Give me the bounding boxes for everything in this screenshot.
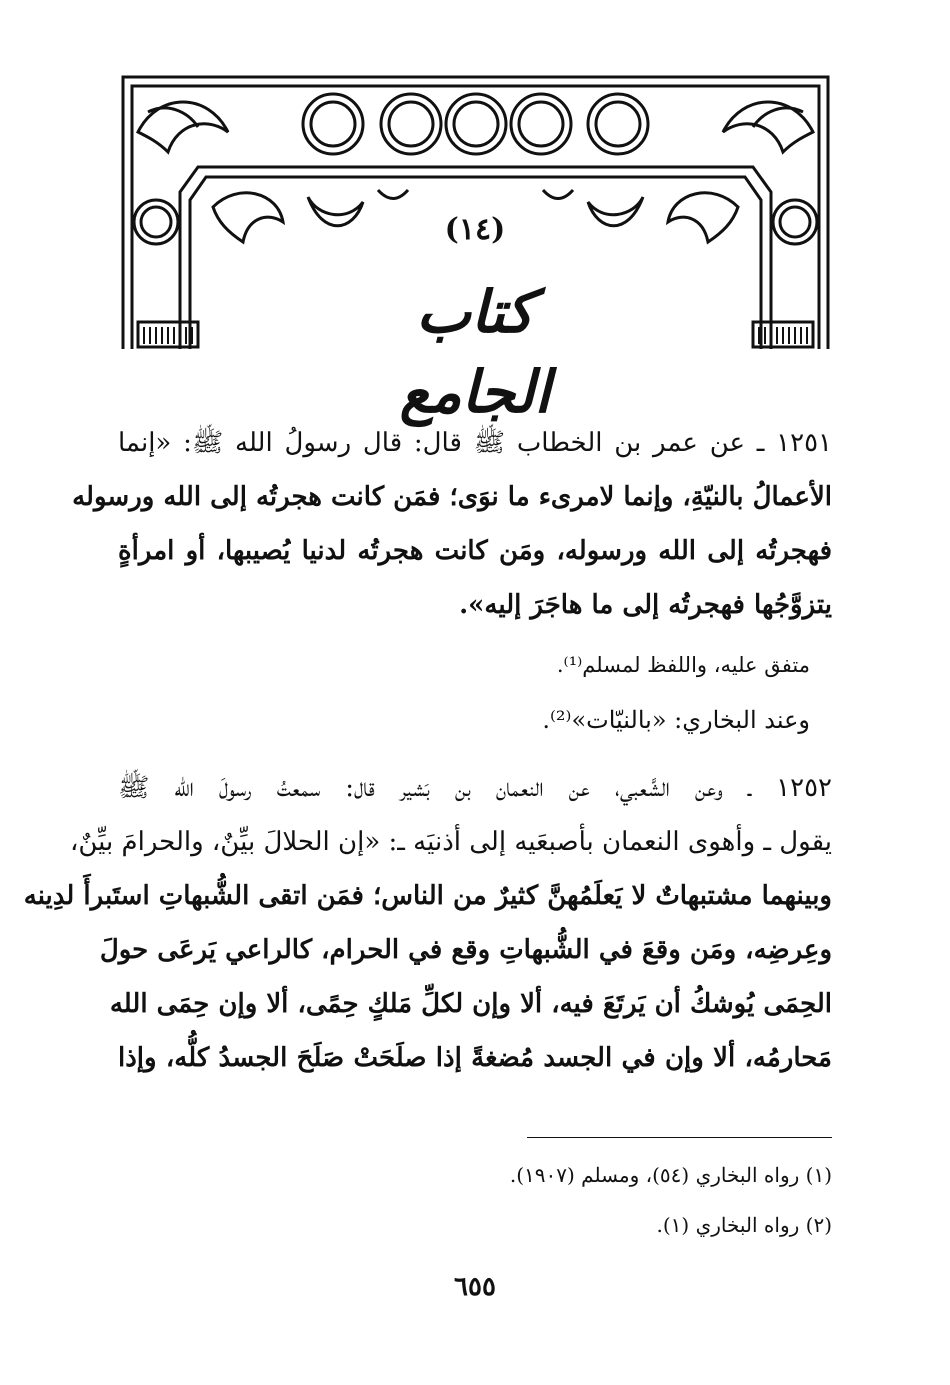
hadith-1251-line-4: يتزوَّجُها فهجرتُه إلى ما هاجَرَ إليه». xyxy=(459,590,832,620)
chapter-number: (١٤) xyxy=(444,212,506,247)
hadith-1251-source-note: متفق عليه، واللفظ لمسلم⁽¹⁾. xyxy=(556,653,810,677)
hadith-1251-line-2: الأعمالُ بالنيّةِ، وإنما لامرىء ما نوَى؛ فمَن كانت هجرتُه إلى الله ورسوله xyxy=(72,482,832,512)
hadith-1252-line-5: الحِمَى يُوشكُ أن يَرتَعَ فيه، ألا وإن لكلِّ مَلكٍ حِمًى، ألا وإن حِمَى الله xyxy=(109,989,832,1019)
hadith-1252-line-2: يقول ـ وأهوى النعمان بأصبعَيه إلى أذنيَه ـ: «إن الحلالَ بيِّنٌ، والحرامَ بيِّنٌ، xyxy=(69,827,832,857)
page-number: ٦٥٥ xyxy=(454,1272,496,1302)
footnote-2: (٢) رواه البخاري (١). xyxy=(656,1213,832,1237)
hadith-1251-bukhari-note: وعند البخاري: «بالنيّات»⁽²⁾. xyxy=(542,706,810,734)
hadith-1252-line-4: وعِرضِه، ومَن وقعَ في الشُّبهاتِ وقع في الحرام، كالراعي يَرعَى حولَ xyxy=(99,935,832,965)
hadith-1252-line-1: ١٢٥٢ ـ وعن الشَّعبي، عن النعمان بن بَشير قال: سمعتُ رسولَ الله ﷺ xyxy=(118,773,832,803)
book-title: كتاب الجامع xyxy=(399,278,551,426)
hadith-1251-line-1: ١٢٥١ ـ عن عمر بن الخطاب ﷺ قال: قال رسولُ الله ﷺ: «إنما xyxy=(118,428,832,458)
hadith-1251-line-3: فهجرتُه إلى الله ورسوله، ومَن كانت هجرتُه لدنيا يُصيبها، أو امرأةٍ xyxy=(118,536,832,566)
footnote-1: (١) رواه البخاري (٥٤)، ومسلم (١٩٠٧). xyxy=(509,1163,832,1187)
footnote-divider xyxy=(527,1137,832,1138)
hadith-1252-line-3: وبينهما مشتبهاتٌ لا يَعلَمُهنَّ كثيرٌ من الناس؛ فمَن اتقى الشُّبهاتِ استَبرأَ لدِينه xyxy=(23,881,832,911)
hadith-1252-line-6: مَحارمُه، ألا وإن في الجسد مُضغةً إذا صلَحَتْ صَلَحَ الجسدُ كلُّه، وإذا xyxy=(118,1043,832,1073)
